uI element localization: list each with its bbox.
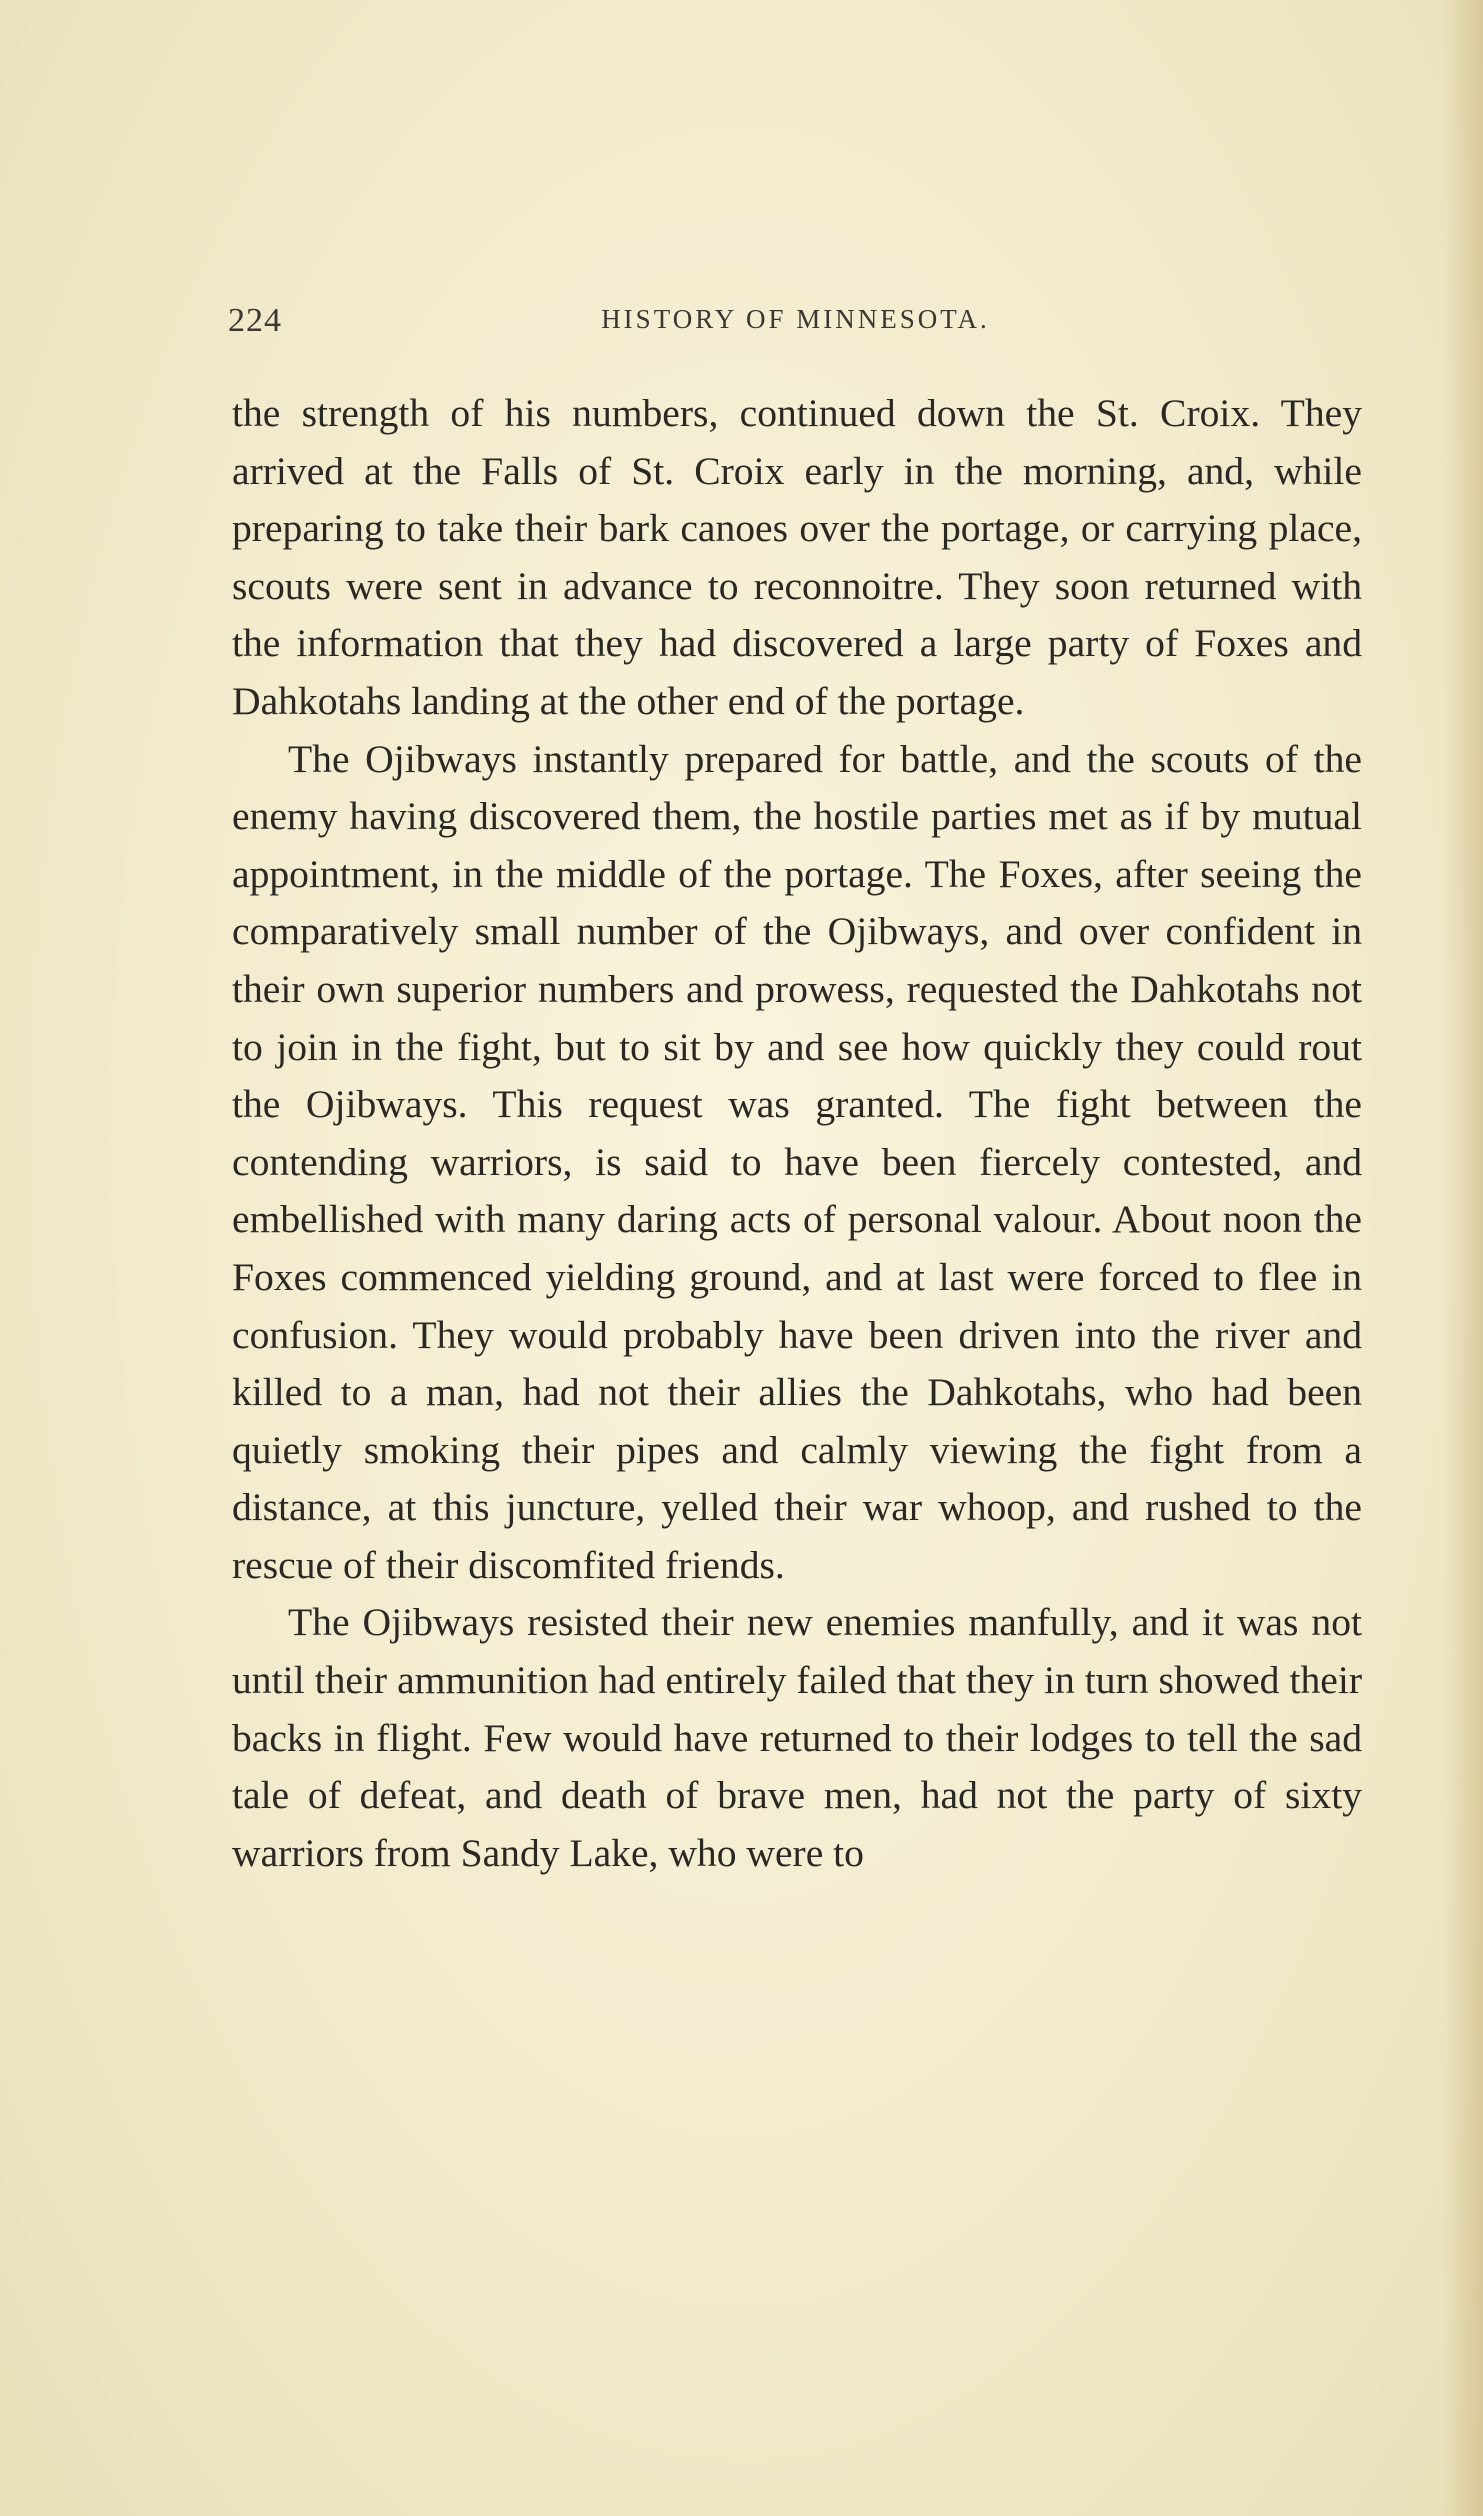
paragraph: The Ojibways instantly prepared for battle, and the scouts of the enemy having discovered them, the hostile parties met as if by mutual appointment, in the middle of the portage. The Foxes, after seeing the comparatively small number of the Ojibways, and over confident in their own superior numbers and prowess, requested the Dahkotahs not to join in the fight, but to sit by and see how quickly they could rout the Ojibways. This request was granted. The fight between the contending warriors, is said to have been fiercely contested, and embellished with many daring acts of personal valour. About noon the Foxes commenced yielding ground, and at last were forced to flee in confusion. They would probably have been driven into the river and killed to a man, had not their allies the Dahkotahs, who had been quietly smoking their pipes and calmly viewing the fight from a distance, at this juncture, yelled their war whoop, and rushed to the rescue of their discomfited friends. xyxy=(232,736,1362,1587)
page-number: 224 xyxy=(228,302,282,339)
page-edge-shadow xyxy=(1443,0,1483,2516)
paragraph: The Ojibways resisted their new enemies manfully, and it was not until their ammunition had entirely failed that they in turn showed their backs in flight. Few would have returned to their lodges to tell the sad tale of defeat, and death of brave men, had not the party of sixty warriors from Sandy Lake, who were to xyxy=(232,1600,1362,1875)
running-head: HISTORY OF MINNESOTA. xyxy=(601,304,990,334)
paragraph: the strength of his numbers, continued down the St. Croix. They arrived at the Falls of St. Croix early in the morning, and, while preparing to take their bark canoes over the portage, or carrying place, scouts were sent in advance to reconnoitre. They soon returned with the information that they had discovered a large party of Foxes and Dahkotahs landing at the other end of the portage. xyxy=(232,391,1362,723)
body-text xyxy=(232,385,1362,1882)
page-header xyxy=(228,298,1363,348)
